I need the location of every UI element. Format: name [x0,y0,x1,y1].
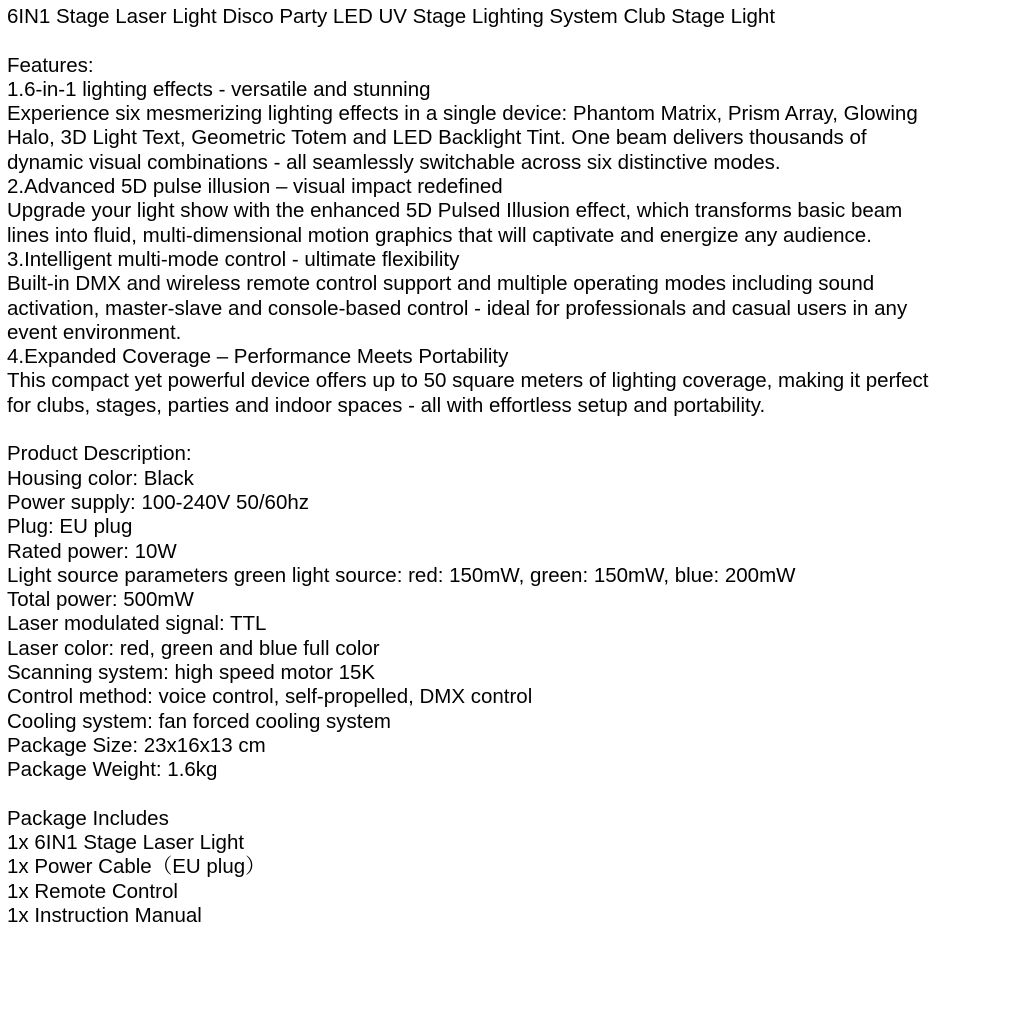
feature-2-title: 2.Advanced 5D pulse illusion – visual impact redefined [7,175,503,199]
spec-package-weight: Package Weight: 1.6kg [7,758,218,782]
features-heading: Features: [7,53,94,77]
feature-1-title: 1.6-in-1 lighting effects - versatile and stunning [7,77,431,101]
feature-3-text: activation, master-slave and console-based control - ideal for professionals and casual users in any [7,296,908,320]
package-item: 1x Remote Control [7,879,178,903]
feature-1-text: Halo, 3D Light Text, Geometric Totem and LED Backlight Tint. One beam delivers thousands of [7,126,867,150]
spacer [7,418,1019,442]
feature-4-title: 4.Expanded Coverage – Performance Meets Portability [7,345,509,369]
spec-control-method: Control method: voice control, self-propelled, DMX control [7,685,533,709]
spacer [7,783,1019,807]
spec-package-size: Package Size: 23x16x13 cm [7,733,266,757]
product-title: 6IN1 Stage Laser Light Disco Party LED UV Stage Lighting System Club Stage Light [7,5,776,28]
feature-1-text: Experience six mesmerizing lighting effects in a single device: Phantom Matrix, Prism Array, Glowing [7,102,918,126]
feature-2-text: Upgrade your light show with the enhanced 5D Pulsed Illusion effect, which transforms basic beam [7,199,903,223]
spec-housing-color: Housing color: Black [7,466,194,490]
feature-1-text: dynamic visual combinations - all seamlessly switchable across six distinctive modes. [7,150,781,174]
feature-3-text: event environment. [7,320,182,344]
spec-plug: Plug: EU plug [7,515,133,539]
description-heading: Product Description: [7,442,192,466]
spec-power-supply: Power supply: 100-240V 50/60hz [7,490,310,514]
spec-total-power: Total power: 500mW [7,588,194,612]
spec-modulated-signal: Laser modulated signal: TTL [7,612,267,636]
feature-2-text: lines into fluid, multi-dimensional motion graphics that will captivate and energize any audience. [7,223,872,247]
spec-laser-color: Laser color: red, green and blue full color [7,636,380,660]
spec-scanning-system: Scanning system: high speed motor 15K [7,661,376,685]
package-heading: Package Includes [7,806,169,830]
package-item: 1x Instruction Manual [7,903,202,927]
feature-3-text: Built-in DMX and wireless remote control support and multiple operating modes including sound [7,272,875,296]
product-document [7,5,1019,928]
spec-cooling-system: Cooling system: fan forced cooling system [7,709,391,733]
feature-4-text: This compact yet powerful device offers up to 50 square meters of lighting coverage, making it perfect [7,369,929,393]
package-item: 1x Power Cable（EU plug） [7,855,266,879]
feature-4-text: for clubs, stages, parties and indoor spaces - all with effortless setup and portability. [7,393,766,417]
feature-3-title: 3.Intelligent multi-mode control - ultimate flexibility [7,247,460,271]
package-item: 1x 6IN1 Stage Laser Light [7,831,245,855]
spec-rated-power: Rated power: 10W [7,539,177,563]
spacer [7,29,1019,53]
spec-light-source: Light source parameters green light source: red: 150mW, green: 150mW, blue: 200mW [7,563,796,587]
